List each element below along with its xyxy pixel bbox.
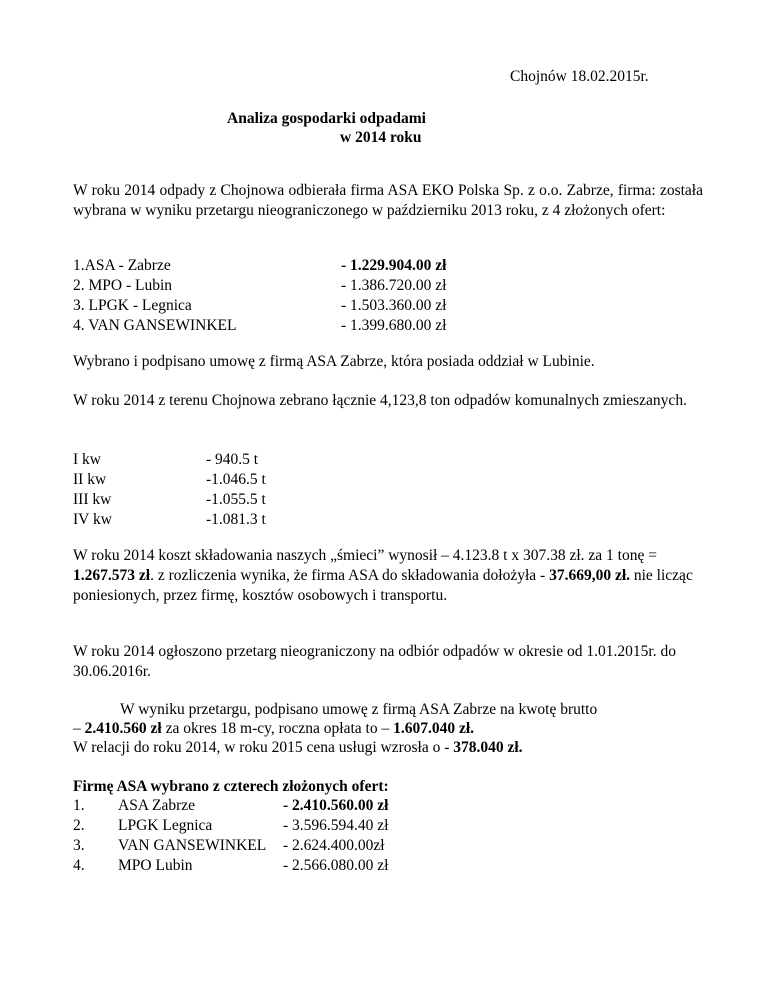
offer-amount: - 3.596.594.40 zł: [283, 817, 389, 834]
quarter-label: III kw: [73, 491, 112, 508]
offer-company: 3. LPGK - Legnica: [73, 297, 192, 314]
offer-company: MPO Lubin: [118, 857, 193, 874]
result-text: za okres 18 m-cy, roczna opłata to –: [161, 720, 394, 737]
offer-company: 2. MPO - Lubin: [73, 277, 173, 294]
offers-2015-table: [73, 796, 388, 876]
quarter-row: [73, 450, 266, 470]
result-line-2: [73, 719, 474, 739]
offers-2013-table: [73, 257, 446, 337]
offer-number: 3.: [73, 837, 85, 854]
chosen-paragraph: Wybrano i podpisano umowę z firmą ASA Zabrze, która posiada oddział w Lubinie.: [73, 353, 595, 370]
annual-fee: 1.607.040 zł.: [393, 720, 475, 737]
quarter-row: [73, 510, 266, 530]
cost-text-3: nie licząc poniesionych, przez firmę, kosztów osobowych i transportu.: [73, 567, 693, 604]
collected-paragraph: W roku 2014 z terenu Chojnowa zebrano łącznie 4,123,8 ton odpadów komunalnych zmieszanych.: [73, 392, 687, 409]
contract-amount: 2.410.560 zł: [84, 720, 162, 737]
offer-company: LPGK Legnica: [118, 817, 213, 834]
quarter-value: -1.081.3 t: [206, 511, 266, 528]
offer-row: [73, 856, 388, 876]
quarter-label: IV kw: [73, 511, 112, 528]
quarter-row: [73, 470, 266, 490]
offer-row: [73, 836, 388, 856]
tender-paragraph: W roku 2014 ogłoszono przetarg nieograniczony na odbiór odpadów w okresie od 1.01.2015r. do 30.06.2016r.: [73, 643, 676, 680]
offer-row: [73, 796, 388, 816]
result-line-1: W wyniku przetargu, podpisano umowę z firmą ASA Zabrze na kwotę brutto: [120, 701, 598, 718]
result-text: –: [73, 720, 85, 737]
quarter-row: [73, 490, 266, 510]
quarters-table: [73, 450, 266, 530]
quarter-value: -1.046.5 t: [206, 471, 266, 488]
offer-amount: - 2.624.400.00zł: [283, 837, 385, 854]
cost-paragraph: [73, 546, 698, 606]
intro-paragraph: W roku 2014 odpady z Chojnowa odbierała firma ASA EKO Polska Sp. z o.o. Zabrze, firma: została wybrana w wyniku przetargu nieograniczonego w październiku 2013 roku, z 4 złożonych ofert:: [73, 182, 703, 219]
offer-amount: - 1.503.360.00 zł: [341, 297, 447, 314]
result-line-3: [73, 738, 523, 758]
cost-amount: 1.267.573 zł: [73, 567, 151, 584]
offer-company: VAN GANSEWINKEL: [118, 837, 267, 854]
offer-number: 2.: [73, 817, 85, 834]
offer-amount: - 2.566.080.00 zł: [283, 857, 389, 874]
offer-amount: - 1.386.720.00 zł: [341, 277, 447, 294]
quarter-label: II kw: [73, 471, 107, 488]
title-line-1: Analiza gospodarki odpadami: [227, 110, 426, 127]
offer-company: ASA Zabrze: [118, 797, 196, 814]
offer-row: [73, 257, 446, 277]
offer-amount: - 2.410.560.00 zł: [283, 797, 389, 814]
quarter-value: - 940.5 t: [206, 451, 259, 468]
price-increase: 378.040 zł.: [453, 739, 523, 756]
offer-row: [73, 277, 446, 297]
quarter-label: I kw: [73, 451, 101, 468]
place-date: Chojnów 18.02.2015r.: [510, 68, 649, 85]
offer-row: [73, 816, 388, 836]
quarter-value: -1.055.5 t: [206, 491, 266, 508]
offer-row: [73, 317, 446, 337]
deficit-amount: 37.669,00 zł.: [549, 567, 630, 584]
offers-2015-heading: Firmę ASA wybrano z czterech złożonych ofert:: [73, 778, 389, 795]
offer-row: [73, 297, 446, 317]
result-text: W relacji do roku 2014, w roku 2015 cena usługi wzrosła o -: [73, 739, 454, 756]
title-line-2: w 2014 roku: [340, 129, 422, 146]
offer-number: 1.: [73, 797, 85, 814]
offer-amount: - 1.229.904.00 zł: [341, 257, 447, 274]
offer-amount: - 1.399.680.00 zł: [341, 317, 447, 334]
offer-company: 1.ASA - Zabrze: [73, 257, 171, 274]
offer-company: 4. VAN GANSEWINKEL: [73, 317, 237, 334]
cost-text-1: W roku 2014 koszt składowania naszych „śmieci” wynosił – 4.123.8 t x 307.38 zł. za 1 tonę =: [73, 547, 657, 564]
offer-number: 4.: [73, 857, 85, 874]
cost-text-2: . z rozliczenia wynika, że firma ASA do składowania dołożyła -: [150, 567, 550, 584]
